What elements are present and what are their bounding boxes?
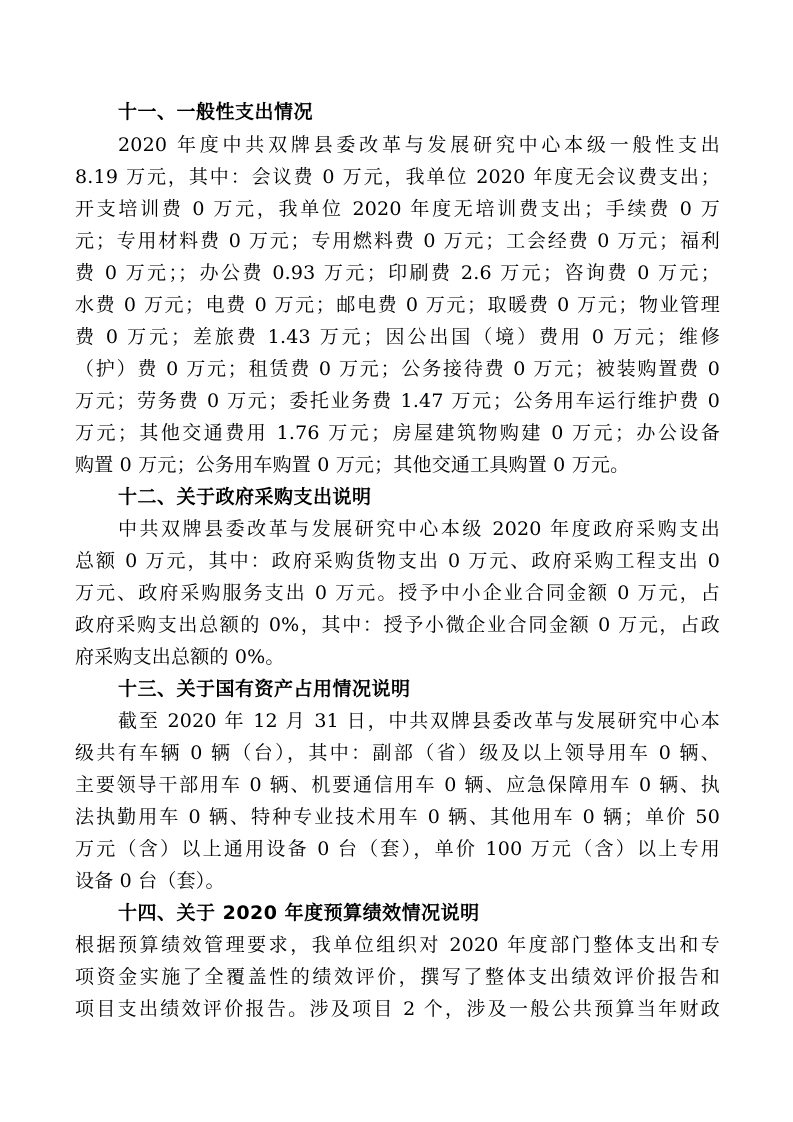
paragraph-line: 水费 0 万元；电费 0 万元；邮电费 0 万元；取暖费 0 万元；物业管理 [75, 294, 720, 316]
section-heading: 十三、关于国有资产占用情况说明 [118, 678, 411, 700]
paragraph-line: 法执勤用车 0 辆、特种专业技术用车 0 辆、其他用车 0 辆；单价 50 [75, 806, 720, 828]
section-heading: 十一、一般性支出情况 [118, 101, 314, 123]
paragraph-line: 项目支出绩效评价报告。涉及项目 2 个，涉及一般公共预算当年财政 [75, 998, 720, 1020]
paragraph-line: 政府采购支出总额的 0%，其中：授予小微企业合同金额 0 万元，占政 [75, 614, 720, 636]
paragraph-line: 项资金实施了全覆盖性的绩效评价，撰写了整体支出绩效评价报告和 [75, 966, 720, 988]
paragraph-line: 截至 2020 年 12 月 31 日，中共双牌县委改革与发展研究中心本 [118, 710, 720, 732]
paragraph-line: 总额 0 万元，其中：政府采购货物支出 0 万元、政府采购工程支出 0 [75, 550, 720, 572]
paragraph-line: 8.19 万元，其中：会议费 0 万元，我单位 2020 年度无会议费支出； [75, 166, 720, 188]
paragraph-line: 费 0 万元；；办公费 0.93 万元；印刷费 2.6 万元；咨询费 0 万元； [75, 262, 720, 284]
paragraph-line: 万元；劳务费 0 万元；委托业务费 1.47 万元；公务用车运行维护费 0 [75, 390, 720, 412]
paragraph-line: 级共有车辆 0 辆（台），其中：副部（省）级及以上领导用车 0 辆、 [75, 742, 720, 764]
paragraph-line: 府采购支出总额的 0%。 [75, 646, 285, 668]
paragraph-line: 开支培训费 0 万元，我单位 2020 年度无培训费支出；手续费 0 万 [75, 198, 720, 220]
paragraph-line: 2020 年度中共双牌县委改革与发展研究中心本级一般性支出 [118, 134, 720, 156]
paragraph-line: 元；专用材料费 0 万元；专用燃料费 0 万元；工会经费 0 万元；福利 [75, 230, 720, 252]
paragraph-line: 万元、政府采购服务支出 0 万元。授予中小企业合同金额 0 万元，占 [75, 582, 720, 604]
paragraph-line: 设备 0 台（套）。 [75, 870, 225, 892]
paragraph-line: 根据预算绩效管理要求，我单位组织对 2020 年度部门整体支出和专 [75, 934, 720, 956]
paragraph-line: 主要领导干部用车 0 辆、机要通信用车 0 辆、应急保障用车 0 辆、执 [75, 774, 720, 796]
section-heading: 十二、关于政府采购支出说明 [118, 486, 372, 508]
paragraph-line: 中共双牌县委改革与发展研究中心本级 2020 年度政府采购支出 [118, 518, 720, 540]
paragraph-line: （护）费 0 万元；租赁费 0 万元；公务接待费 0 万元；被装购置费 0 [75, 358, 720, 380]
paragraph-line: 购置 0 万元；公务用车购置 0 万元；其他交通工具购置 0 万元。 [75, 454, 630, 476]
paragraph-line: 万元（含）以上通用设备 0 台（套），单价 100 万元（含）以上专用 [75, 838, 720, 860]
paragraph-line: 万元；其他交通费用 1.76 万元；房屋建筑物购建 0 万元；办公设备 [75, 422, 720, 444]
section-heading: 十四、关于 2020 年度预算绩效情况说明 [118, 902, 480, 924]
paragraph-line: 费 0 万元；差旅费 1.43 万元；因公出国（境）费用 0 万元；维修 [75, 326, 720, 348]
